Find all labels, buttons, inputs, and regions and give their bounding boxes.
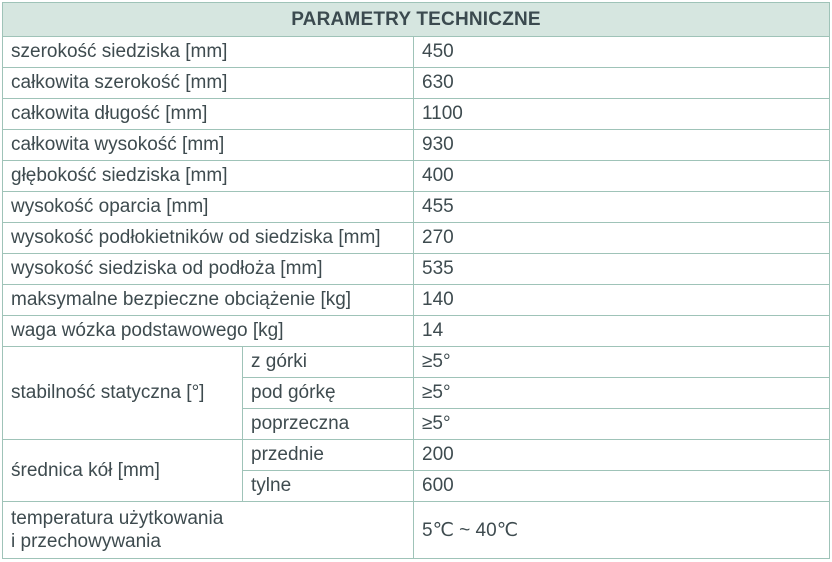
temperature-value: 5℃ ~ 40℃	[414, 502, 830, 559]
table-row	[3, 192, 830, 223]
sub-value: ≥5°	[414, 378, 830, 409]
sub-value: ≥5°	[414, 409, 830, 440]
row-value: 455	[414, 192, 830, 223]
temperature-label-line1: temperatura użytkowania	[11, 508, 224, 530]
sub-label: poprzeczna	[243, 409, 414, 440]
table-row	[3, 316, 830, 347]
sub-value: 200	[414, 440, 830, 471]
row-label: wysokość oparcia [mm]	[3, 192, 414, 223]
row-value: 14	[414, 316, 830, 347]
row-value: 270	[414, 223, 830, 254]
table-row	[3, 130, 830, 161]
row-value: 930	[414, 130, 830, 161]
table-title: PARAMETRY TECHNICZNE	[3, 3, 830, 37]
sub-value: 600	[414, 471, 830, 502]
row-label: wysokość podłokietników od siedziska [mm]	[3, 223, 414, 254]
wheels-label: średnica kół [mm]	[3, 440, 243, 502]
row-label: wysokość siedziska od podłoża [mm]	[3, 254, 414, 285]
row-value: 400	[414, 161, 830, 192]
temperature-label-line2: i przechowywania	[11, 531, 161, 553]
table-row	[3, 37, 830, 68]
row-label: maksymalne bezpieczne obciążenie [kg]	[3, 285, 414, 316]
table-row	[3, 68, 830, 99]
table-row	[3, 254, 830, 285]
sub-value: ≥5°	[414, 347, 830, 378]
row-label: całkowita szerokość [mm]	[3, 68, 414, 99]
row-label: szerokość siedziska [mm]	[3, 37, 414, 68]
row-value: 1100	[414, 99, 830, 130]
row-value: 630	[414, 68, 830, 99]
sub-label: z górki	[243, 347, 414, 378]
row-value: 450	[414, 37, 830, 68]
sub-label: pod górkę	[243, 378, 414, 409]
temperature-label	[3, 502, 414, 559]
stability-label: stabilność statyczna [°]	[3, 347, 243, 440]
table-row-temperature	[3, 502, 830, 559]
technical-parameters-table	[2, 2, 830, 559]
table-row	[3, 161, 830, 192]
table-row	[3, 223, 830, 254]
row-label: waga wózka podstawowego [kg]	[3, 316, 414, 347]
table-row	[3, 99, 830, 130]
table-row-stability	[3, 347, 830, 378]
row-label: całkowita długość [mm]	[3, 99, 414, 130]
table-row-wheels	[3, 440, 830, 471]
row-value: 535	[414, 254, 830, 285]
row-label: głębokość siedziska [mm]	[3, 161, 414, 192]
row-value: 140	[414, 285, 830, 316]
table-row	[3, 285, 830, 316]
row-label: całkowita wysokość [mm]	[3, 130, 414, 161]
sub-label: tylne	[243, 471, 414, 502]
sub-label: przednie	[243, 440, 414, 471]
